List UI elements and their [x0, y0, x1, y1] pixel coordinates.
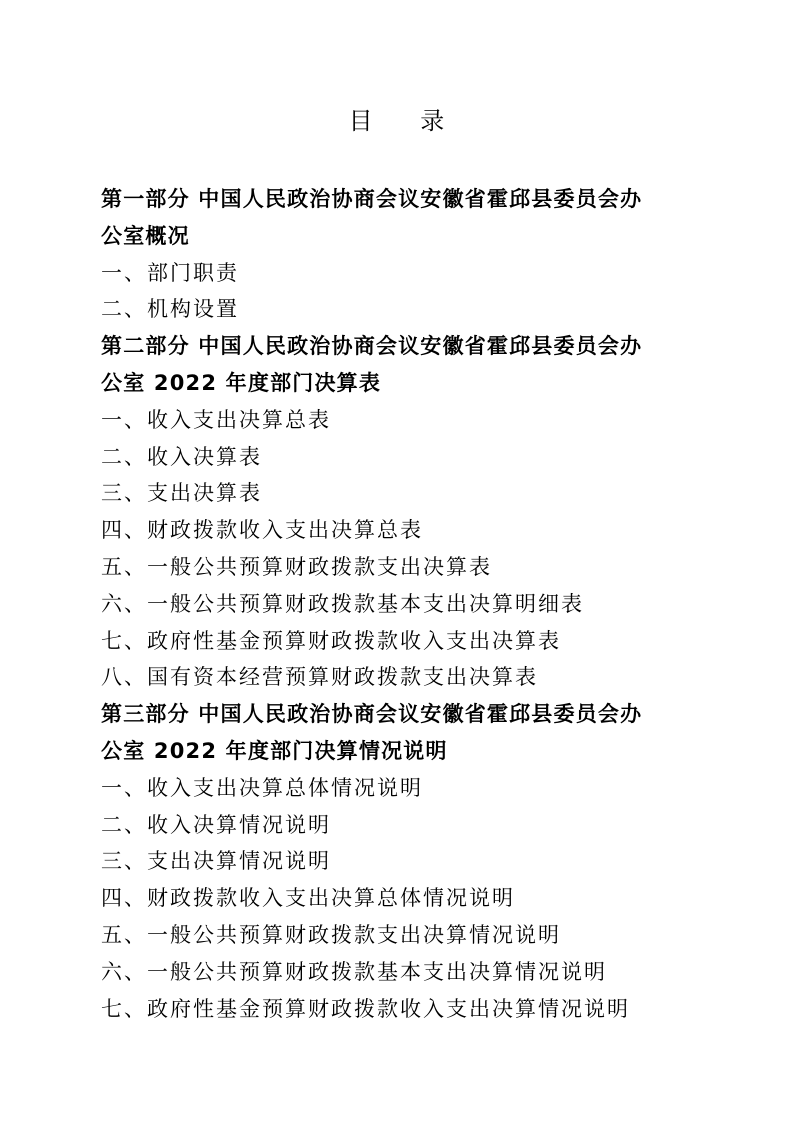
toc-part-heading[interactable]: 第三部分 中国人民政治协商会议安徽省霍邱县委员会办 — [101, 702, 643, 727]
toc-item[interactable]: 五、一般公共预算财政拨款支出决算情况说明 — [101, 922, 561, 947]
toc-item[interactable]: 一、部门职责 — [101, 260, 239, 285]
toc-part-heading[interactable]: 第二部分 中国人民政治协商会议安徽省霍邱县委员会办 — [101, 334, 643, 359]
toc-part-heading-continued[interactable]: 公室 2022 年度部门决算情况说明 — [101, 738, 448, 763]
toc-item[interactable]: 三、支出决算情况说明 — [101, 849, 331, 874]
toc-item[interactable]: 三、支出决算表 — [101, 481, 262, 506]
toc-item[interactable]: 六、一般公共预算财政拨款基本支出决算明细表 — [101, 591, 584, 616]
toc-item[interactable]: 八、国有资本经营预算财政拨款支出决算表 — [101, 665, 538, 690]
toc-part-heading[interactable]: 第一部分 中国人民政治协商会议安徽省霍邱县委员会办 — [101, 187, 643, 211]
toc-part-heading-continued[interactable]: 公室概况 — [101, 223, 190, 248]
toc-item[interactable]: 七、政府性基金预算财政拨款收入支出决算情况说明 — [101, 996, 630, 1021]
toc-part-heading-continued[interactable]: 公室 2022 年度部门决算表 — [101, 370, 382, 395]
toc-item[interactable]: 七、政府性基金预算财政拨款收入支出决算表 — [101, 628, 561, 653]
toc-item[interactable]: 一、收入支出决算总体情况说明 — [101, 775, 423, 800]
toc-item[interactable]: 二、机构设置 — [101, 297, 239, 322]
toc-item[interactable]: 五、一般公共预算财政拨款支出决算表 — [101, 554, 492, 579]
toc-item[interactable]: 一、收入支出决算总表 — [101, 407, 331, 432]
toc-title: 目 录 — [348, 107, 465, 135]
table-of-contents — [101, 181, 721, 1027]
toc-item[interactable]: 二、收入决算表 — [101, 444, 262, 469]
toc-item[interactable]: 六、一般公共预算财政拨款基本支出决算情况说明 — [101, 959, 607, 984]
toc-item[interactable]: 四、财政拨款收入支出决算总体情况说明 — [101, 886, 515, 911]
toc-item[interactable]: 四、财政拨款收入支出决算总表 — [101, 518, 423, 543]
toc-item[interactable]: 二、收入决算情况说明 — [101, 812, 331, 837]
